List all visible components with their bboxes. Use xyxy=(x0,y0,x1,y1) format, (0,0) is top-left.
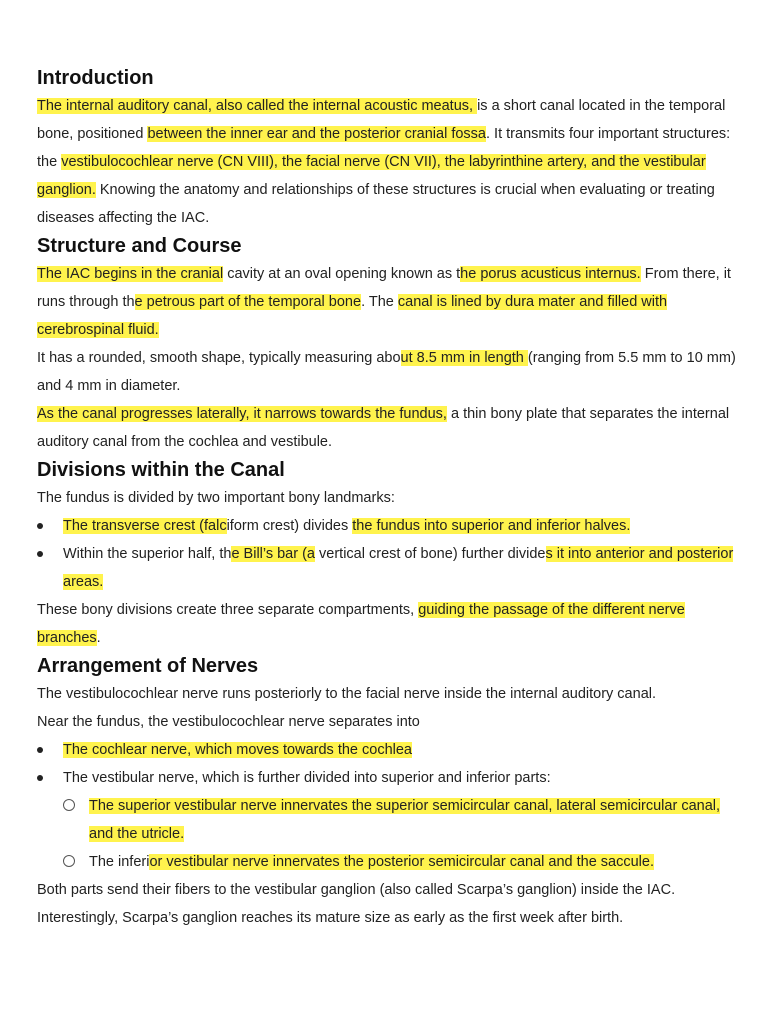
paragraph xyxy=(37,260,737,344)
highlighted-text: he porus acusticus internus. xyxy=(460,266,641,282)
section-heading: Structure and Course xyxy=(37,235,242,257)
text-run: The vestibulocochlear nerve runs posteriorly to the facial nerve inside the internal auditory canal. xyxy=(37,686,657,702)
paragraph xyxy=(37,92,737,232)
text-run: Within the superior half, th xyxy=(63,546,232,562)
text-run: a thin bony plate that separates the internal auditory canal from the cochlea and vestibule. xyxy=(37,406,730,450)
section-heading: Arrangement of Nerves xyxy=(37,655,259,677)
paragraph xyxy=(37,876,737,904)
text-run: The fundus is divided by two important bony landmarks: xyxy=(37,490,395,506)
paragraph xyxy=(37,708,737,736)
bullet-list xyxy=(37,512,737,596)
text-run: The inferi xyxy=(89,854,150,870)
section xyxy=(37,232,737,456)
highlighted-text: or vestibular nerve innervates the posterior semicircular canal and the saccule. xyxy=(149,854,654,870)
text-run: vertical crest of bone) further divide xyxy=(315,546,546,562)
bullet-list xyxy=(37,736,737,792)
paragraph xyxy=(37,484,737,512)
section xyxy=(37,456,737,652)
highlighted-text: the fundus into superior and inferior halves. xyxy=(352,518,631,534)
highlighted-text: As the canal progresses laterally, it narrows towards the fundus, xyxy=(37,406,447,422)
text-run: The vestibular nerve, which is further divided into superior and inferior parts: xyxy=(63,770,551,786)
highlighted-text: The superior vestibular nerve innervates the superior semicircular canal, lateral semicircular canal, and the utricle. xyxy=(89,798,721,842)
highlighted-text: vestibulocochlear nerve (CN VIII), the facial nerve (CN VII), the labyrinthine artery, and the vestibular ganglion. xyxy=(37,154,706,198)
highlighted-text: The transverse crest (falc xyxy=(63,518,227,534)
list-item xyxy=(37,792,737,848)
text-run: . It transmits four important structures: the xyxy=(37,126,731,170)
text-run: iform crest) divides xyxy=(226,518,353,534)
paragraph xyxy=(37,596,737,652)
highlighted-text: e Bill’s bar (a xyxy=(231,546,315,562)
text-run: Near the fundus, the vestibulocochlear nerve separates into xyxy=(37,714,420,730)
text-run: (ranging from 5.5 mm to 10 mm) and 4 mm in diameter. xyxy=(37,350,736,394)
bullet-icon xyxy=(37,747,43,753)
highlighted-text: between the inner ear and the posterior cranial fossa xyxy=(147,126,486,142)
highlighted-text: The cochlear nerve, which moves towards the cochlea xyxy=(63,742,412,758)
highlighted-text: ut 8.5 mm in length xyxy=(400,350,528,366)
text-run: These bony divisions create three separate compartments, xyxy=(37,602,419,618)
text-run: From there, it runs through th xyxy=(37,266,731,310)
text-run: . The xyxy=(361,294,398,310)
highlighted-text: canal is lined by dura mater and filled with cerebrospinal fluid. xyxy=(37,294,668,338)
text-run: is a short canal located in the temporal bone, positioned xyxy=(37,98,726,142)
text-run: Knowing the anatomy and relationships of these structures is crucial when evaluating or treating diseases affecting the IAC. xyxy=(37,182,715,226)
bullet-icon xyxy=(37,523,43,529)
document-page xyxy=(37,64,737,932)
list-item xyxy=(37,764,737,792)
section xyxy=(37,64,737,232)
text-run: Both parts send their fibers to the vestibular ganglion (also called Scarpa’s ganglion) inside the IAC. xyxy=(37,882,676,898)
highlighted-text: s it into anterior and posterior areas. xyxy=(63,546,734,590)
sub-bullet-list xyxy=(37,792,737,876)
list-item xyxy=(37,512,737,540)
list-item xyxy=(37,848,737,876)
highlighted-text: The internal auditory canal, also called the internal acoustic meatus, xyxy=(37,98,478,114)
highlighted-text: guiding the passage of the different nerve branches xyxy=(37,602,685,646)
paragraph xyxy=(37,904,737,932)
hollow-circle-bullet-icon xyxy=(63,855,75,867)
highlighted-text: The IAC begins in the cranial xyxy=(37,266,224,282)
hollow-circle-bullet-icon xyxy=(63,799,75,811)
paragraph xyxy=(37,400,737,456)
bullet-icon xyxy=(37,775,43,781)
paragraph xyxy=(37,344,737,400)
text-run: Interestingly, Scarpa’s ganglion reaches its mature size as early as the first week after birth. xyxy=(37,910,624,926)
text-run: It has a rounded, smooth shape, typically measuring abo xyxy=(37,350,401,366)
section-heading: Introduction xyxy=(37,67,154,89)
section xyxy=(37,652,737,932)
list-item xyxy=(37,540,737,596)
section-heading: Divisions within the Canal xyxy=(37,459,285,481)
text-run: cavity at an oval opening known as t xyxy=(223,266,461,282)
highlighted-text: e petrous part of the temporal bone xyxy=(134,294,362,310)
paragraph xyxy=(37,680,737,708)
text-run: . xyxy=(96,630,101,646)
list-item xyxy=(37,736,737,764)
bullet-icon xyxy=(37,551,43,557)
